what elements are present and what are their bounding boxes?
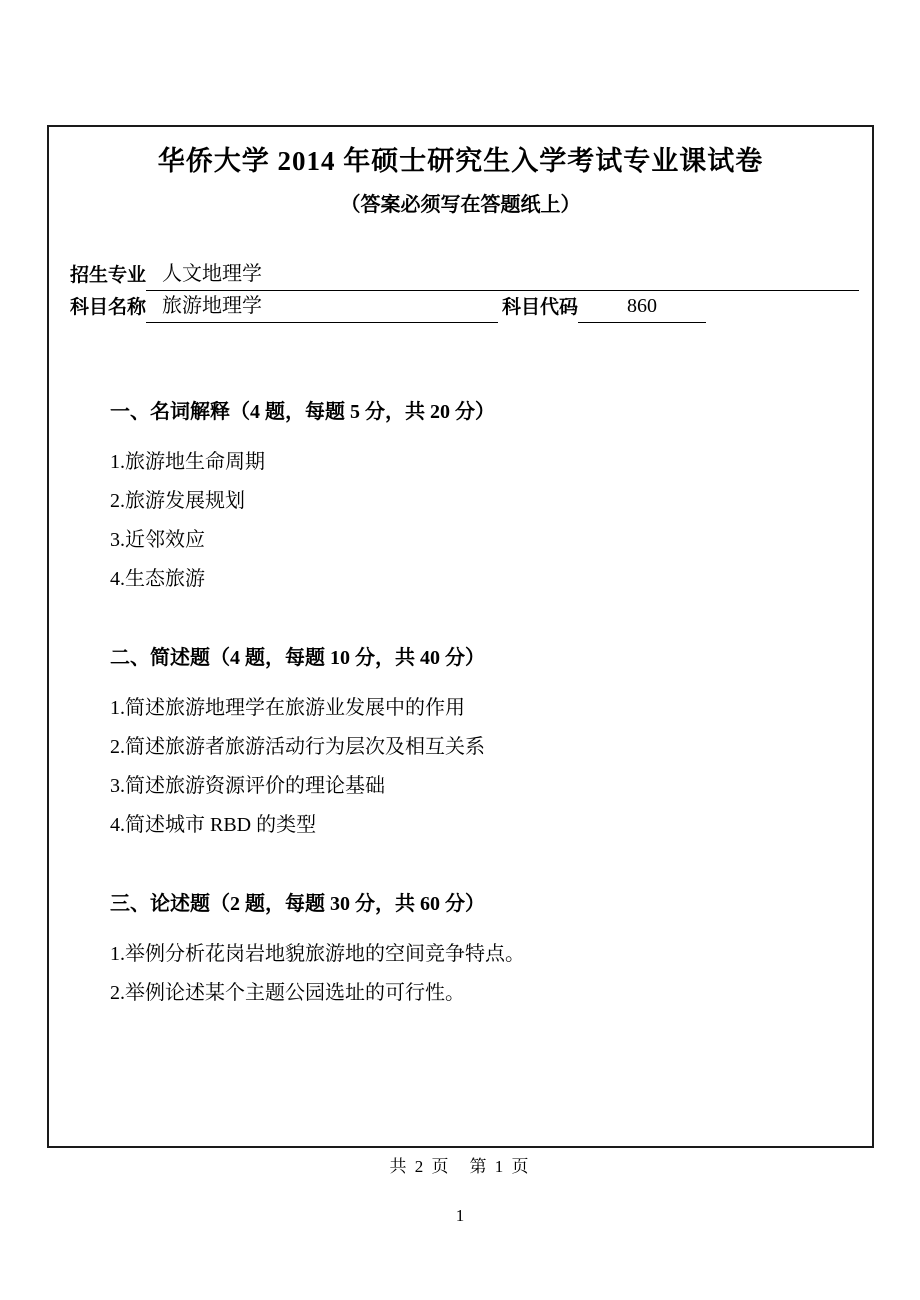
- subject-value: 旅游地理学: [162, 295, 263, 317]
- question-item: 1.举例分析花岗岩地貌旅游地的空间竞争特点。: [110, 943, 525, 965]
- major-value: 人文地理学: [162, 263, 263, 285]
- exam-paper-border-box: [47, 125, 874, 1148]
- page-title: 华侨大学 2014 年硕士研究生入学考试专业课试卷: [157, 146, 764, 176]
- question-sections: [110, 397, 859, 1013]
- section-short-answer: [110, 643, 859, 845]
- subject-code-underline: [578, 291, 706, 323]
- page-number: 1: [455, 1206, 465, 1225]
- major-field-row: [70, 259, 859, 291]
- section-short-answer-heading: 二、简述题（4 题，每题 10 分，共 40 分）: [110, 647, 485, 669]
- subject-underline: [146, 291, 498, 323]
- exam-info-fields: [70, 259, 859, 323]
- question-item: 2.简述旅游者旅游活动行为层次及相互关系: [110, 736, 485, 758]
- question-item: 1.旅游地生命周期: [110, 451, 265, 473]
- question-item: 3.简述旅游资源评价的理论基础: [110, 775, 385, 797]
- question-item: 2.旅游发展规划: [110, 490, 245, 512]
- section-definitions-items: [110, 443, 859, 599]
- section-definitions: [110, 397, 859, 599]
- section-essay-items: [110, 935, 859, 1013]
- question-item: 4.生态旅游: [110, 568, 205, 590]
- major-label: 招生专业: [70, 265, 147, 286]
- question-item: 2.举例论述某个主题公园选址的可行性。: [110, 982, 465, 1004]
- major-underline: [146, 259, 859, 291]
- page-footer: 共 2 页 第 1 页: [389, 1157, 531, 1176]
- section-definitions-heading: 一、名词解释（4 题，每题 5 分，共 20 分）: [110, 401, 495, 423]
- question-item: 4.简述城市 RBD 的类型: [110, 814, 317, 836]
- subject-code-label: 科目代码: [502, 297, 579, 318]
- question-item: 1.简述旅游地理学在旅游业发展中的作用: [110, 697, 465, 719]
- section-essay-heading: 三、论述题（2 题，每题 30 分，共 60 分）: [110, 893, 485, 915]
- question-item: 3.近邻效应: [110, 529, 205, 551]
- subject-label: 科目名称: [70, 297, 147, 318]
- section-short-answer-items: [110, 689, 859, 845]
- subject-field-row: [70, 291, 859, 323]
- section-essay: [110, 889, 859, 1013]
- page-subtitle: （答案必须写在答题纸上）: [340, 194, 581, 216]
- subject-code-value: 860: [627, 295, 658, 317]
